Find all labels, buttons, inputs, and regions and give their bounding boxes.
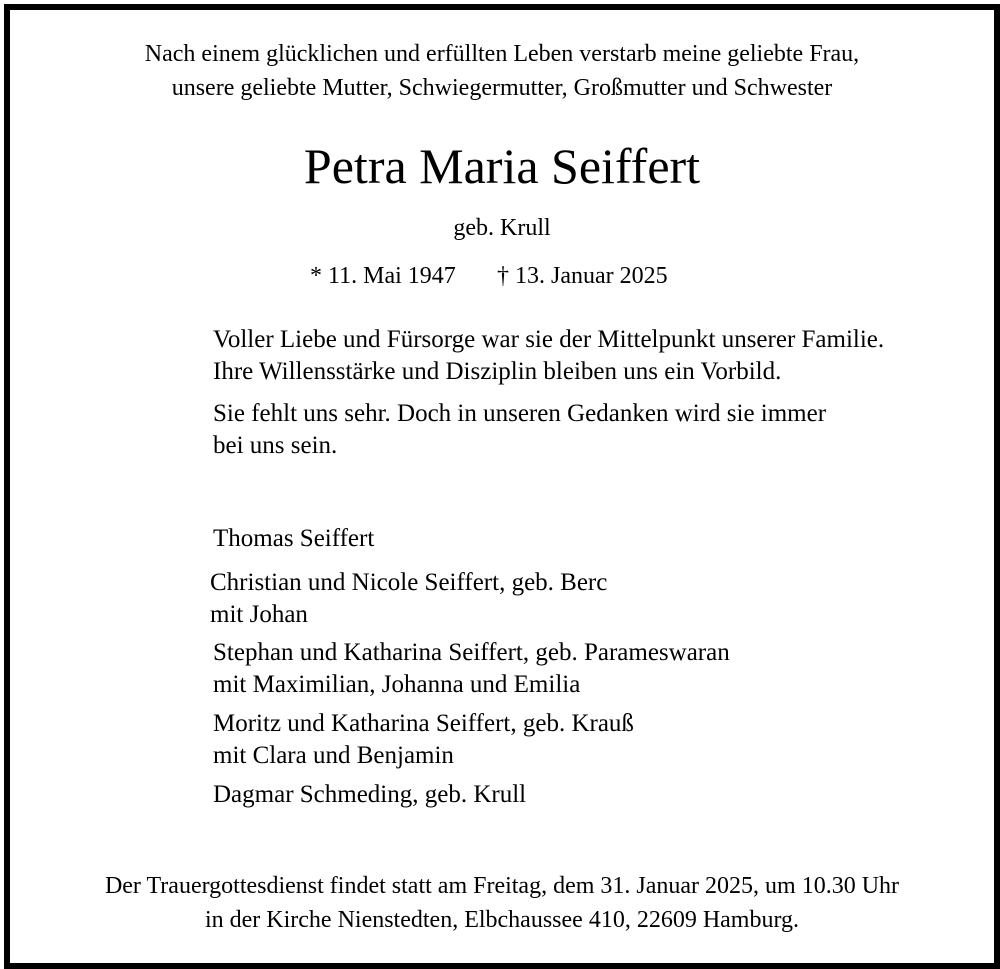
mourner-name: Moritz und Katharina Seiffert, geb. Krauß — [213, 710, 634, 737]
mourner-children: mit Clara und Benjamin — [213, 742, 454, 769]
service-line-1: Der Trauergottesdienst findet statt am Freitag, dem 31. Januar 2025, um 10.30 Uhr — [104, 873, 900, 899]
mourner-name: Dagmar Schmeding, geb. Krull — [213, 781, 527, 808]
tribute-line: Sie fehlt uns sehr. Doch in unseren Gedanken wird sie immer — [213, 400, 827, 427]
tribute-line: Ihre Willensstärke und Disziplin bleiben uns ein Vorbild. — [213, 358, 782, 385]
obituary-frame — [4, 4, 1000, 969]
mourner-name: Thomas Seiffert — [213, 525, 375, 552]
tribute-line: bei uns sein. — [213, 432, 338, 459]
mourner-name: Stephan und Katharina Seiffert, geb. Parameswaran — [213, 639, 730, 666]
mourner-name: Christian und Nicole Seiffert, geb. Berc — [210, 569, 608, 596]
maiden-name: geb. Krull — [453, 215, 551, 241]
tribute-line: Voller Liebe und Fürsorge war sie der Mittelpunkt unserer Familie. — [213, 326, 885, 353]
intro-line-1: Nach einem glücklichen und erfüllten Leben verstarb meine geliebte Frau, — [144, 41, 860, 67]
mourner-children: mit Maximilian, Johanna und Emilia — [213, 671, 581, 698]
death-date: † 13. Januar 2025 — [497, 263, 668, 289]
mourner-children: mit Johan — [210, 601, 308, 628]
service-line-2: in der Kirche Nienstedten, Elbchaussee 410, 22609 Hamburg. — [204, 907, 800, 933]
birth-date: * 11. Mai 1947 — [310, 263, 456, 289]
deceased-name: Petra Maria Seiffert — [303, 138, 701, 194]
intro-line-2: unsere geliebte Mutter, Schwiegermutter, Großmutter und Schwester — [171, 75, 833, 101]
